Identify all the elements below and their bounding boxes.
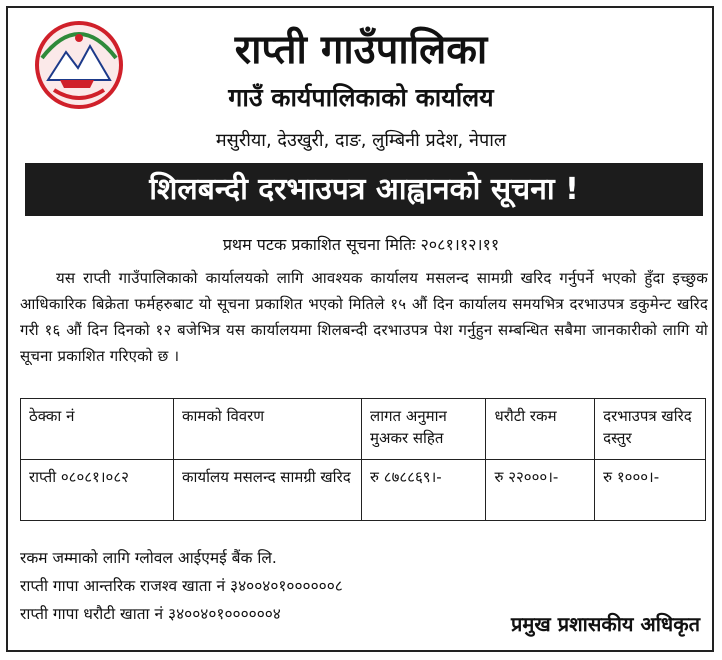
cell-deposit-amount: रु २२०००।- bbox=[486, 460, 595, 521]
table-header-row bbox=[21, 399, 706, 460]
header-work-description: कामको विवरण bbox=[174, 399, 362, 460]
office-address: मसुरीया, देउखुरी, दाङ, लुम्बिनी प्रदेश, नेपाल bbox=[215, 130, 507, 151]
cell-work-description: कार्यालय मसलन्द सामग्री खरिद bbox=[174, 460, 362, 521]
header-deposit-amount: धरौटी रकम bbox=[486, 399, 595, 460]
deposit-account: राप्ती गापा धरौटी खाता नं ३४००४०१००००००४ bbox=[20, 605, 281, 623]
bank-line: रकम जम्माको लागि ग्लोवल आईएमई बैंक लि. bbox=[20, 549, 277, 567]
cell-bid-fee: रु १०००।- bbox=[595, 460, 706, 521]
header-contract-no: ठेक्का नं bbox=[21, 399, 174, 460]
header-cost-estimate: लागत अनुमान मुअकर सहित bbox=[362, 399, 486, 460]
header-bid-fee: दरभाउपत्र खरिद दस्तुर bbox=[595, 399, 706, 460]
tender-table bbox=[20, 398, 706, 521]
office-name: गाउँ कार्यपालिकाको कार्यालय bbox=[228, 83, 494, 112]
cell-cost-estimate: रु ८७८८६९।- bbox=[362, 460, 486, 521]
revenue-account: राप्ती गापा आन्तरिक राजश्व खाता नं ३४००४०१००००००८ bbox=[20, 577, 343, 595]
municipality-name: राप्ती गाउँपालिका bbox=[234, 27, 488, 73]
cell-contract-no: राप्ती ०८०८१।०८२ bbox=[21, 460, 174, 521]
notice-title-banner: शिलबन्दी दरभाउपत्र आह्वानको सूचना ! bbox=[25, 163, 703, 216]
publish-date: प्रथम पटक प्रकाशित सूचना मितिः २०८१।१२।११ bbox=[222, 235, 500, 254]
signatory: प्रमुख प्रशासकीय अधिकृत bbox=[511, 612, 700, 636]
notice-body: यस राप्ती गाउँपालिकाको कार्यालयको लागि आवश्यक कार्यालय मसलन्द सामग्री खरिद गर्नुपर्ने भएको हुँदा इच्छुक आधिकारिक बिक्रेता फर्महरुबाट यो सूचना प्रकाशित भएको मितिले १५ औं दिन कार्यालय समयभित्र दरभाउपत्र डकुमेन्ट खरिद गरी १६ औं दिन दिनको १२ बजेभित्र यस कार्यालयमा शिलबन्दी दरभाउपत्र पेश गर्नुहुन सम्बन्धित सबैमा जानकारीको लागि यो सूचना प्रकाशित गरिएको छ । bbox=[20, 269, 708, 365]
table-row bbox=[21, 460, 706, 521]
